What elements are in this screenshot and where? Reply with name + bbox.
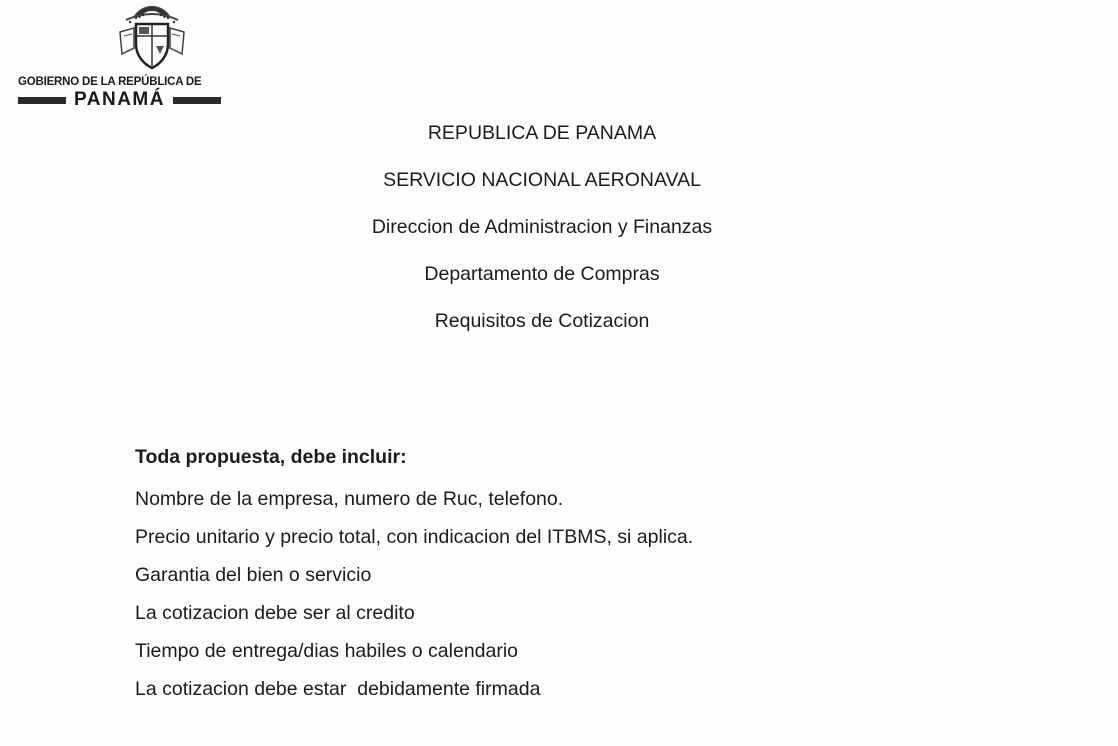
government-logo <box>16 2 256 110</box>
requirement-item: Garantia del bien o servicio <box>135 564 372 586</box>
government-label: GOBIERNO DE LA REPÚBLICA DE <box>18 76 202 88</box>
requirement-item: La cotizacion debe ser al credito <box>135 602 415 624</box>
right-decorative-bar <box>173 97 221 104</box>
requirement-item: Nombre de la empresa, numero de Ruc, telefono. <box>135 488 564 510</box>
requirements-section <box>135 440 693 708</box>
header-direction: Direccion de Administracion y Finanzas <box>371 216 713 238</box>
left-decorative-bar <box>18 97 66 104</box>
requirement-item: La cotizacion debe estar debidamente firmada <box>135 678 541 700</box>
document-header <box>0 110 1084 345</box>
header-republic: REPUBLICA DE PANAMA <box>427 122 657 144</box>
header-department: Departamento de Compras <box>424 263 660 285</box>
country-label-row <box>18 90 221 110</box>
country-label: PANAMÁ <box>74 89 165 110</box>
panama-coat-of-arms-icon <box>110 2 194 74</box>
header-document-title: Requisitos de Cotizacion <box>434 310 650 332</box>
requirement-item: Tiempo de entrega/dias habiles o calendario <box>135 640 519 662</box>
header-service: SERVICIO NACIONAL AERONAVAL <box>383 169 701 191</box>
requirement-item: Precio unitario y precio total, con indicacion del ITBMS, si aplica. <box>135 526 694 548</box>
requirements-heading: Toda propuesta, debe incluir: <box>135 446 407 468</box>
